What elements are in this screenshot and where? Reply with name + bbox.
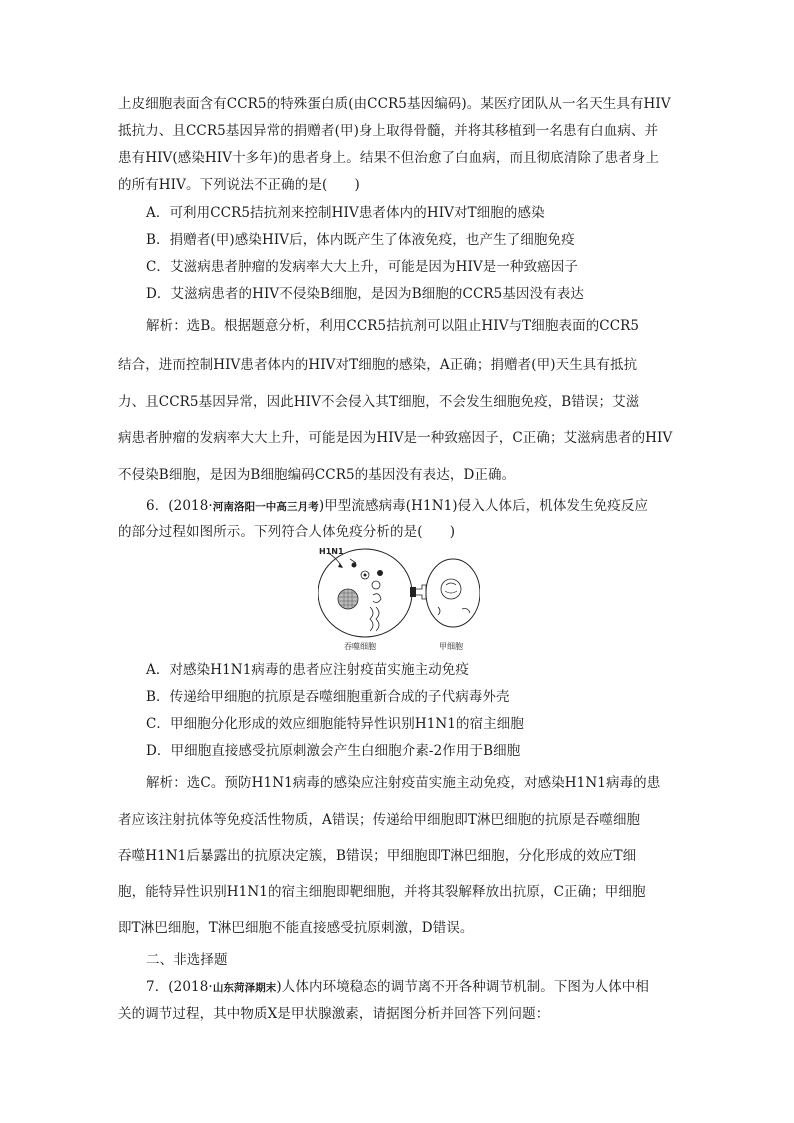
q6-analysis-line-3: 吞噬H1N1后暴露出的抗原决定簇，B错误；甲细胞即T淋巴细胞，分化形成的效应T细 bbox=[118, 848, 637, 864]
q5-option-d: D．艾滋病患者的HIV不侵染B细胞，是因为B细胞的CCR5基因没有表达 bbox=[146, 286, 584, 302]
q5-stem-line-3: 患有HIV(感染HIV十多年)的患者身上。结果不但治愈了白血病，而且彻底清除了患者身上 bbox=[118, 150, 660, 166]
q6-source: 河南洛阳一中高三月考 bbox=[212, 501, 319, 513]
phagocyte-label: 吞噬细胞 bbox=[344, 642, 376, 651]
t-cell-nucleus bbox=[441, 579, 461, 599]
phagocyte-er bbox=[370, 607, 373, 631]
q5-analysis-line-1: 解析：选B。根据题意分析，利用CCR5拮抗剂可以阻止HIV与T细胞表面的CCR5 bbox=[146, 318, 640, 334]
q7-number: 7．(2018· bbox=[146, 979, 213, 995]
q5-option-a: A．可利用CCR5拮抗剂来控制HIV患者体内的HIV对T细胞的感染 bbox=[146, 205, 545, 221]
q5-option-b: B．捐赠者(甲)感染HIV后，体内既产生了体液免疫，也产生了细胞免疫 bbox=[146, 232, 575, 248]
q6-option-b: B．传递给甲细胞的抗原是吞噬细胞重新合成的子代病毒外壳 bbox=[146, 689, 510, 705]
immune-process-figure bbox=[318, 545, 480, 653]
q7-stem-1: )人体内环境稳态的调节离不开各种调节机制。下图为人体中相 bbox=[276, 979, 649, 995]
q6-analysis-line-5: 即T淋巴细胞，T淋巴细胞不能直接感受抗原刺激，D错误。 bbox=[118, 920, 474, 936]
q5-analysis-line-3: 力、且CCR5基因异常，因此HIV不会侵入其T细胞，不会发生细胞免疫，B错误；艾滋 bbox=[118, 394, 640, 410]
q7-stem-line-2: 关的调节过程，其中物质X是甲状腺激素，请据图分析并回答下列问题： bbox=[118, 1006, 550, 1022]
q6-option-c: C．甲细胞分化形成的效应细胞能特异性识别H1N1的宿主细胞 bbox=[146, 716, 524, 732]
q6-analysis-line-4: 胞，能特异性识别H1N1的宿主细胞即靶细胞，并将其裂解释放出抗原，C正确；甲细胞 bbox=[118, 884, 646, 900]
q7-source: 山东菏泽期末 bbox=[212, 982, 277, 994]
q5-stem-line-1: 上皮细胞表面含有CCR5的特殊蛋白质(由CCR5基因编码)。某医疗团队从一名天生具有HIV bbox=[118, 96, 671, 112]
phagocyte-nucleus bbox=[338, 589, 358, 609]
antigen-marker-icon bbox=[410, 587, 416, 597]
q5-stem-line-4: 的所有HIV。下列说法不正确的是( ) bbox=[118, 177, 360, 193]
q5-analysis-line-5: 不侵染B细胞，是因为B细胞编码CCR5的基因没有表达，D正确。 bbox=[118, 467, 516, 483]
q5-analysis-line-4: 病患者肿瘤的发病率大大上升，可能是因为HIV是一种致癌因子，C正确；艾滋病患者的HIV bbox=[118, 430, 673, 446]
phagocyte-cell bbox=[318, 549, 412, 637]
q7-stem-line-1 bbox=[146, 977, 706, 998]
q5-stem-line-2: 抵抗力、且CCR5基因异常的捐赠者(甲)身上取得骨髓，并将其移植到一名患有白血病、并 bbox=[118, 123, 659, 139]
q6-analysis-line-1: 解析：选C。预防H1N1病毒的感染应注射疫苗实施主动免疫，对感染H1N1病毒的患 bbox=[146, 775, 661, 791]
q6-number: 6．(2018· bbox=[146, 498, 213, 514]
receptor-connector bbox=[416, 585, 426, 599]
section-heading: 二、非选择题 bbox=[146, 952, 228, 968]
t-cell-label: 甲细胞 bbox=[439, 642, 463, 651]
q5-option-c: C．艾滋病患者肿瘤的发病率大大上升，可能是因为HIV是一种致癌因子 bbox=[146, 259, 578, 275]
h1n1-label: H1N1 bbox=[319, 547, 344, 556]
q6-stem-line-1 bbox=[146, 496, 706, 517]
q6-analysis-line-2: 者应该注射抗体等免疫活性物质，A错误；传递给甲细胞即T淋巴细胞的抗原是吞噬细胞 bbox=[118, 812, 641, 828]
q6-option-a: A．对感染H1N1病毒的患者应注射疫苗实施主动免疫 bbox=[146, 662, 470, 678]
q5-analysis-line-2: 结合，进而控制HIV患者体内的HIV对T细胞的感染，A正确；捐赠者(甲)天生具有抵抗 bbox=[118, 357, 638, 373]
q6-stem-1: )甲型流感病毒(H1N1)侵入人体后，机体发生免疫反应 bbox=[318, 498, 649, 514]
q6-option-d: D．甲细胞直接感受抗原刺激会产生白细胞介素-2作用于B细胞 bbox=[146, 743, 521, 759]
q6-stem-line-2: 的部分过程如图所示。下列符合人体免疫分析的是( ) bbox=[118, 524, 456, 540]
